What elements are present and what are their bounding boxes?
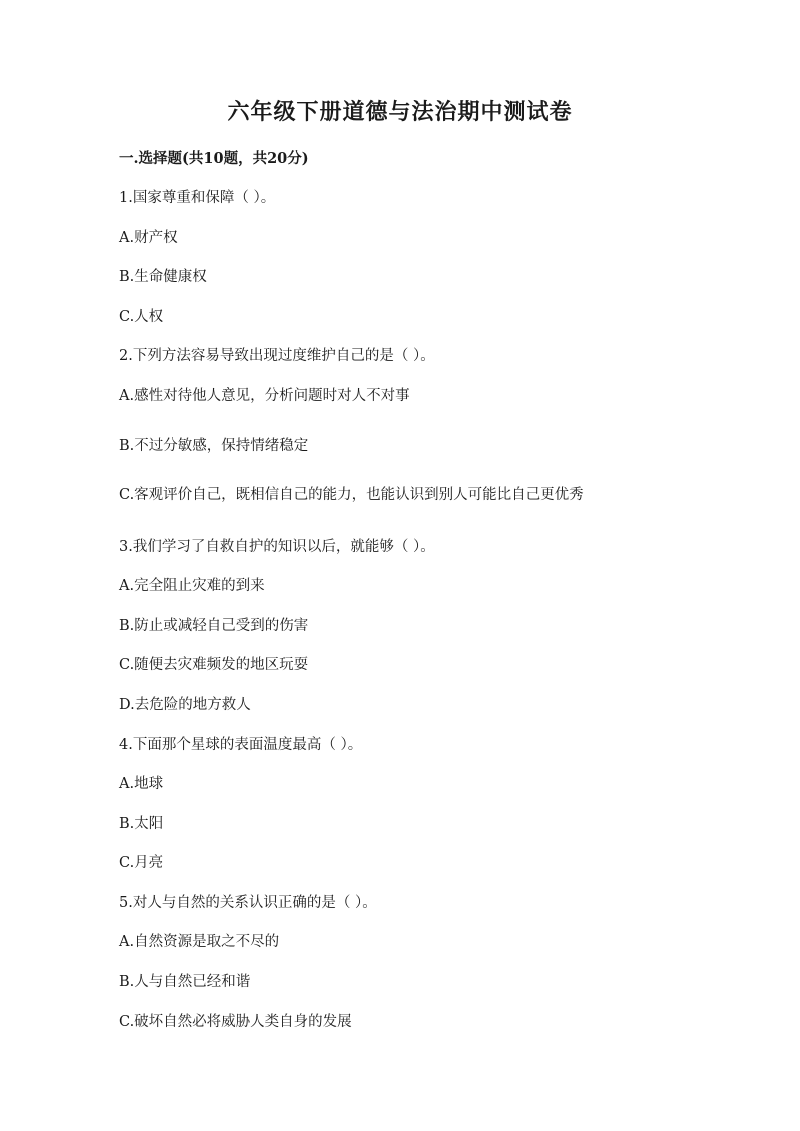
question-3-option-b: B.防止或减轻自己受到的伤害 [119,618,309,634]
question-5-stem: 5.对人与自然的关系认识正确的是（ ）。 [119,895,377,911]
question-3-option-c: C.随便去灾难频发的地区玩耍 [119,657,309,673]
question-1-option-c: C.人权 [119,309,164,325]
question-2-stem: 2.下列方法容易导致出现过度维护自己的是（ ）。 [119,348,435,364]
question-1-stem: 1.国家尊重和保障（ ）。 [119,190,276,206]
question-2-option-a: A.感性对待他人意见，分析问题时对人不对事 [119,388,410,404]
question-3-stem: 3.我们学习了自救自护的知识以后，就能够（ ）。 [119,539,435,555]
question-1-option-a: A.财产权 [119,230,178,246]
question-4-stem: 4.下面那个星球的表面温度最高（ ）。 [119,737,363,753]
exam-title: 六年级下册道德与法治期中测试卷 [227,99,573,125]
question-5-option-b: B.人与自然已经和谐 [119,974,251,990]
question-2-option-c: C.客观评价自己，既相信自己的能力，也能认识到别人可能比自己更优秀 [119,487,584,503]
section-heading: 一.选择题(共10题，共20分) [119,150,309,167]
question-5-option-a: A.自然资源是取之不尽的 [119,934,280,950]
question-2-option-b: B.不过分敏感，保持情绪稳定 [119,438,309,454]
question-3-option-d: D.去危险的地方救人 [119,697,251,713]
question-4-option-b: B.太阳 [119,816,164,832]
question-3-option-a: A.完全阻止灾难的到来 [119,578,265,594]
question-4-option-c: C.月亮 [119,855,164,871]
question-5-option-c: C.破坏自然必将威胁人类自身的发展 [119,1014,352,1030]
question-1-option-b: B.生命健康权 [119,269,207,285]
question-4-option-a: A.地球 [119,776,164,792]
